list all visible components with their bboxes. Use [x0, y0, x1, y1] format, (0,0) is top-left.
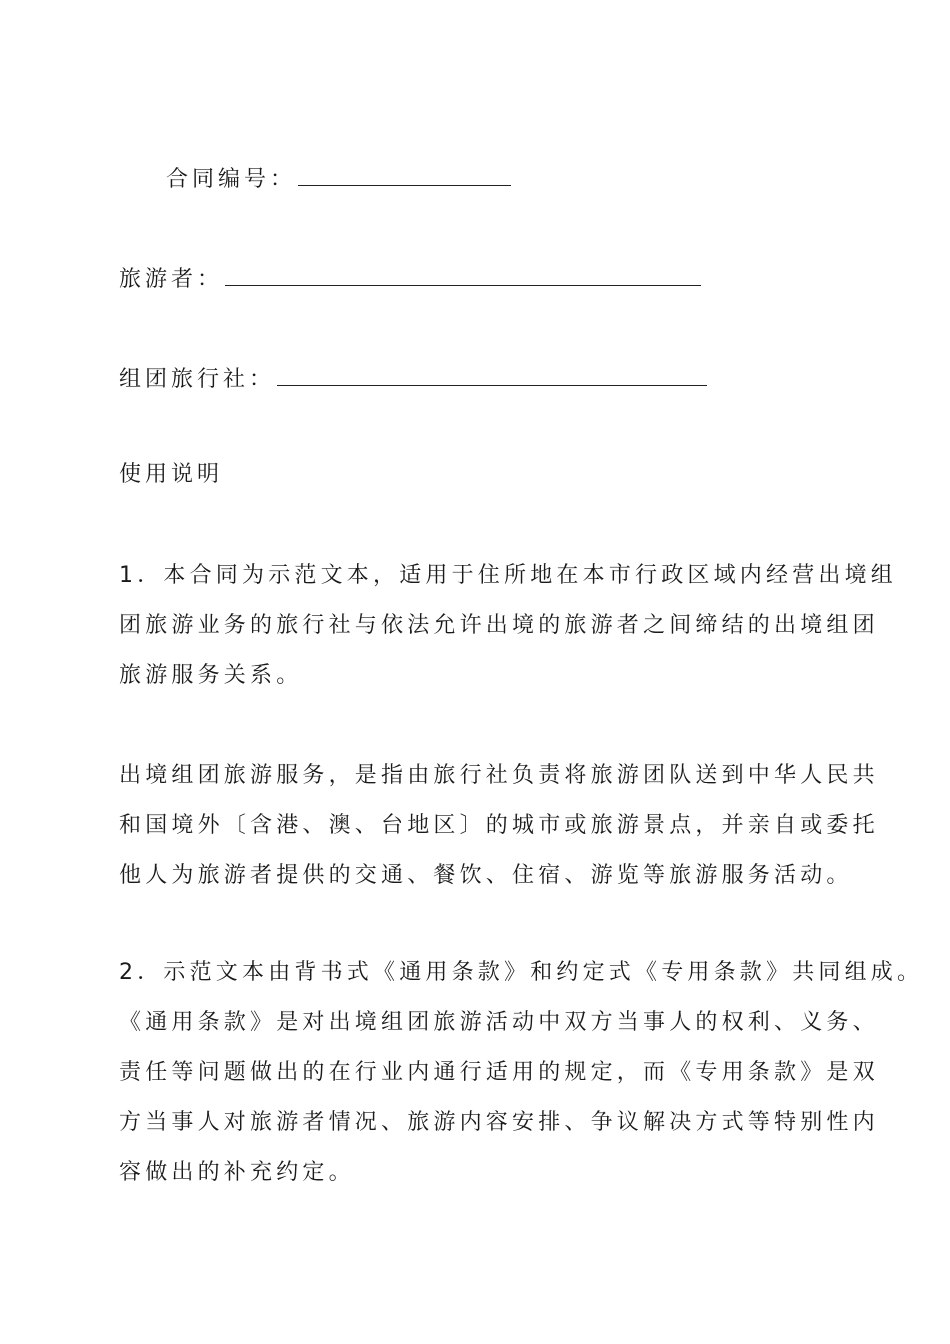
paragraph-line: 《通用条款》是对出境组团旅游活动中双方当事人的权利、义务、 [119, 1010, 879, 1035]
agency-label: 组团旅行社： [119, 367, 276, 392]
instructions-paragraph-2 [119, 751, 879, 901]
paragraph-line: 容做出的补充约定。 [119, 1160, 355, 1185]
paragraph-line: 旅游服务关系。 [119, 663, 303, 688]
contract-number-label: 合同编号： [166, 167, 297, 192]
instructions-paragraph-3 [119, 948, 924, 1198]
contract-number-blank[interactable] [298, 163, 511, 186]
paragraph-line: 1．本合同为示范文本，适用于住所地在本市行政区域内经营出境组 [119, 563, 897, 588]
tourist-label: 旅游者： [119, 267, 224, 292]
paragraph-line: 和国境外〔含港、澳、台地区〕的城市或旅游景点，并亲自或委托 [119, 813, 879, 838]
paragraph-line: 责任等问题做出的在行业内通行适用的规定，而《专用条款》是双 [119, 1060, 879, 1085]
paragraph-line: 2．示范文本由背书式《通用条款》和约定式《专用条款》共同组成。 [119, 960, 924, 985]
instructions-title: 使用说明 [119, 462, 224, 487]
instructions-paragraph-1 [119, 551, 897, 701]
paragraph-line: 团旅游业务的旅行社与依法允许出境的旅游者之间缔结的出境组团 [119, 613, 879, 638]
tourist-row [119, 263, 701, 295]
contract-number-row [166, 163, 511, 195]
agency-blank[interactable] [277, 363, 707, 386]
paragraph-line: 方当事人对旅游者情况、旅游内容安排、争议解决方式等特别性内 [119, 1110, 879, 1135]
paragraph-line: 出境组团旅游服务，是指由旅行社负责将旅游团队送到中华人民共 [119, 763, 879, 788]
paragraph-line: 他人为旅游者提供的交通、餐饮、住宿、游览等旅游服务活动。 [119, 863, 853, 888]
tourist-blank[interactable] [225, 263, 701, 286]
agency-row [119, 363, 707, 395]
